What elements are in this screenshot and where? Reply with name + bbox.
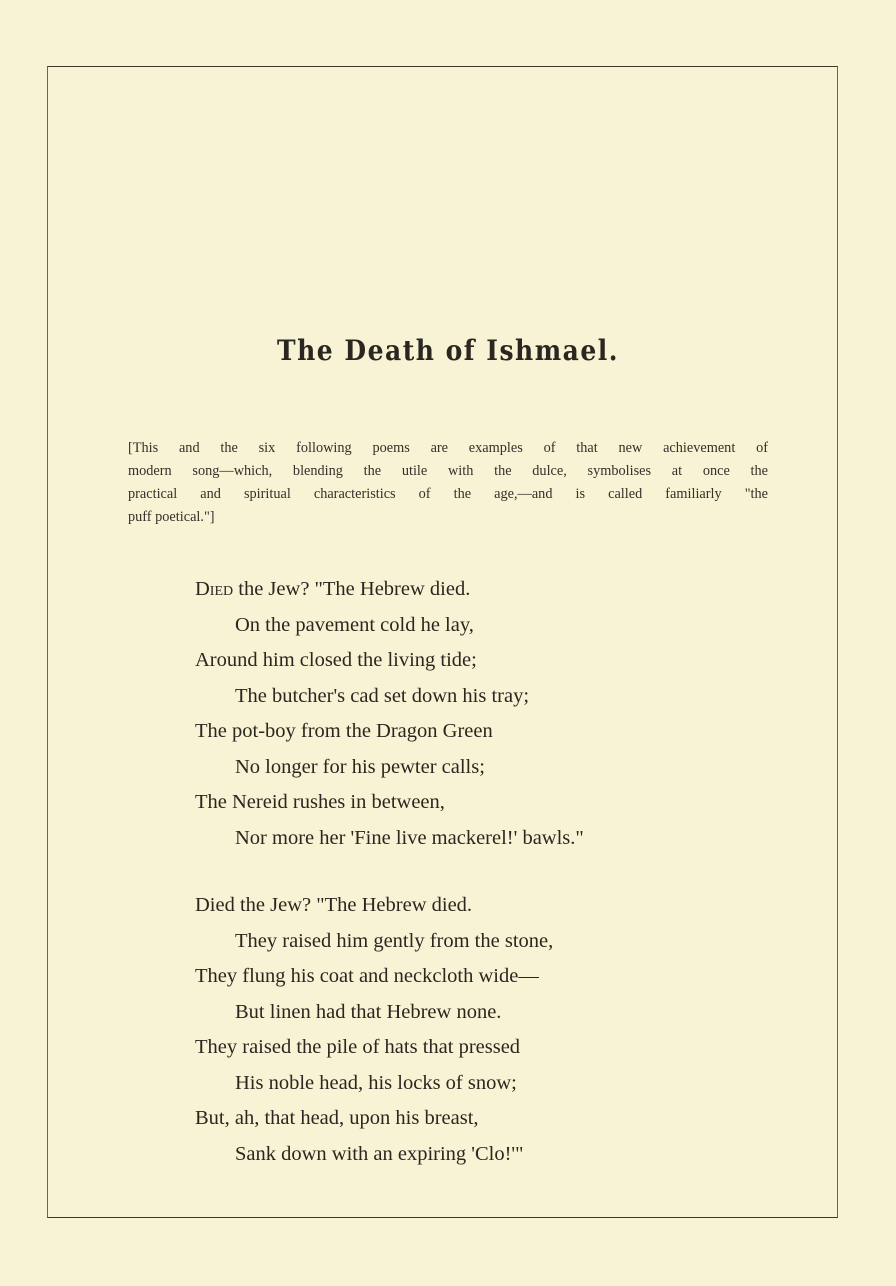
- opening-word: Died: [195, 578, 234, 600]
- note-line: practical and spiritual characteristics of the age,—and is called familiarly "the: [128, 486, 768, 502]
- note-line: puff poetical."]: [128, 509, 215, 525]
- verse-line: Sank down with an expiring 'Clo!'": [235, 1142, 524, 1165]
- verse-line: No longer for his pewter calls;: [235, 755, 485, 778]
- verse-line: Nor more her 'Fine live mackerel!' bawls.": [235, 826, 584, 849]
- verse-line: They flung his coat and neckcloth wide—: [195, 965, 539, 987]
- verse-line: His noble head, his locks of snow;: [235, 1071, 517, 1094]
- verse-line: They raised the pile of hats that pressed: [195, 1036, 521, 1058]
- verse-line: On the pavement cold he lay,: [235, 613, 474, 636]
- verse-line: The Nereid rushes in between,: [195, 791, 445, 813]
- verse-line: Around him closed the living tide;: [195, 649, 477, 671]
- note-line: [This and the six following poems are examples of that new achievement of: [128, 440, 768, 456]
- stanza-1: [195, 572, 755, 856]
- stanza-2: [195, 888, 755, 1172]
- editorial-note: [128, 437, 768, 529]
- note-line: modern song—which, blending the utile with the dulce, symbolises at once the: [128, 463, 768, 479]
- verse-line: They raised him gently from the stone,: [235, 929, 554, 952]
- verse-line: The butcher's cad set down his tray;: [235, 684, 530, 707]
- poem-title: The Death of Ishmael.: [277, 334, 619, 367]
- verse-line: But linen had that Hebrew none.: [235, 1000, 502, 1023]
- verse-line: But, ah, that head, upon his breast,: [195, 1107, 479, 1129]
- verse-line: Died the Jew? "The Hebrew died.: [195, 894, 473, 916]
- verse-line: Died the Jew? "The Hebrew died.: [195, 578, 471, 600]
- verse-line: The pot-boy from the Dragon Green: [195, 720, 493, 742]
